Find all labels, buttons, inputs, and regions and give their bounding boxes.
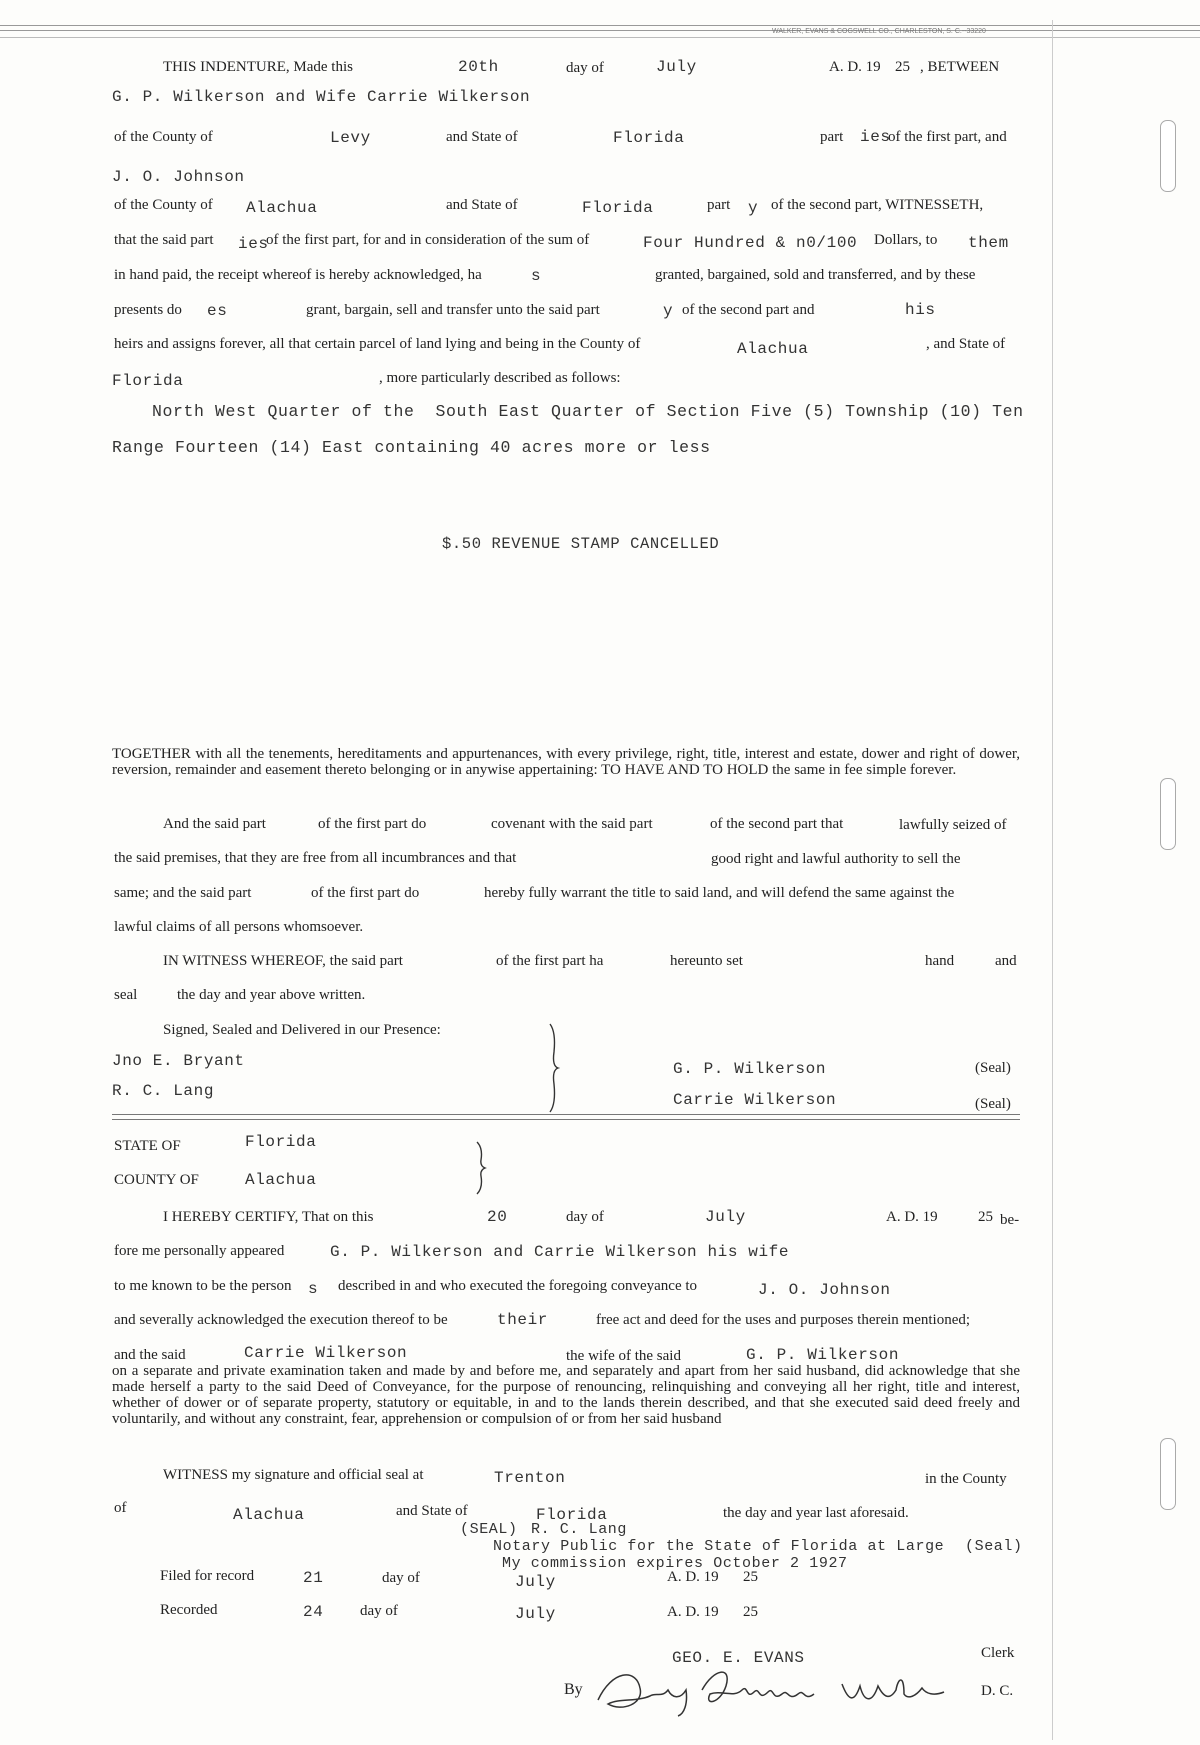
- text-premises: the said premises, that they are free from all incumbrances and that: [114, 850, 517, 866]
- part-suffix: y: [748, 199, 759, 217]
- ack-county: Alachua: [245, 1171, 317, 1189]
- label-part: part: [820, 129, 844, 145]
- label-filed: Filed for record: [160, 1568, 255, 1584]
- printer-credit: WALKER, EVANS & COGSWELL CO., CHARLESTON, S. C.--33220: [772, 28, 986, 35]
- revenue-stamp-note: $.50 REVENUE STAMP CANCELLED: [442, 535, 720, 553]
- ack-month: July: [705, 1208, 746, 1226]
- text-described: , more particularly described as follows:: [379, 370, 621, 386]
- seal-1: (Seal): [975, 1060, 1011, 1076]
- text-receipt: in hand paid, the receipt whereof is hereby acknowledged, ha: [114, 267, 482, 283]
- text-witness-signature: WITNESS my signature and official seal at: [163, 1467, 424, 1483]
- does-suffix: es: [207, 302, 228, 320]
- notary-name: R. C. Lang: [531, 1521, 628, 1538]
- text-executed: described in and who executed the foregoing conveyance to: [338, 1278, 698, 1294]
- label-day-of: day of: [566, 60, 604, 76]
- label-state: and State of: [446, 197, 518, 213]
- part-suffix: y: [663, 302, 674, 320]
- text-first-part: of the first part do: [311, 885, 420, 901]
- notary-county: Alachua: [233, 1506, 305, 1524]
- part-suffix: ies: [238, 235, 269, 253]
- label-dc: D. C.: [981, 1683, 1014, 1699]
- text-warrant: hereby fully warrant the title to said land, and will defend the same against the: [484, 885, 955, 901]
- label-ad: A. D. 19: [829, 59, 881, 75]
- label-dollars: Dollars, to: [874, 232, 938, 248]
- filed-day: 21: [303, 1569, 324, 1587]
- right-margin-line: [1052, 20, 1053, 1740]
- binder-hole: [1160, 778, 1176, 850]
- text-free-act: free act and deed for the uses and purposes therein mentioned;: [596, 1312, 971, 1328]
- text-hereunto: hereunto set: [670, 953, 743, 969]
- text-covenant-2: of the first part do: [318, 816, 427, 832]
- label-day-of: day of: [382, 1570, 420, 1586]
- text-and: and: [995, 953, 1017, 969]
- label-recorded: Recorded: [160, 1602, 218, 1618]
- witness-1: Jno E. Bryant: [112, 1052, 245, 1070]
- filed-year: 25: [743, 1569, 758, 1585]
- ack-year: 25: [978, 1209, 993, 1225]
- label-day-of: day of: [566, 1209, 604, 1225]
- consideration-amount: Four Hundred & n0/100: [643, 234, 858, 252]
- ack-day: 20: [487, 1208, 508, 1226]
- text-hand: hand: [925, 953, 955, 969]
- label-witnesseth: of the second part, WITNESSETH,: [771, 197, 984, 213]
- text-covenant-1: And the said part: [163, 816, 266, 832]
- indenture-year: 25: [895, 59, 910, 75]
- indenture-day: 20th: [458, 58, 499, 76]
- text-last-aforesaid: the day and year last aforesaid.: [723, 1505, 909, 1521]
- top-rule: [0, 25, 1200, 26]
- text-first-part-ha: of the first part ha: [496, 953, 604, 969]
- notary-commission: My commission expires October 2 1927: [502, 1555, 848, 1572]
- their: their: [497, 1311, 549, 1329]
- text-acknowledged: and severally acknowledged the execution thereof to be: [114, 1312, 448, 1328]
- label-clerk: Clerk: [981, 1645, 1015, 1661]
- husband-name: G. P. Wilkerson: [746, 1346, 900, 1364]
- seal-2: (Seal): [975, 1096, 1011, 1112]
- signer-1: G. P. Wilkerson: [673, 1060, 827, 1078]
- text-grant-bargain: grant, bargain, sell and transfer unto the said part: [306, 302, 600, 318]
- label-by: By: [564, 1681, 583, 1698]
- has-suffix: s: [531, 267, 542, 285]
- text-in-witness: IN WITNESS WHEREOF, the said part: [163, 953, 403, 969]
- signed-sealed-delivered: Signed, Sealed and Delivered in our Presence:: [163, 1022, 441, 1038]
- top-rule: [0, 30, 1200, 31]
- section-rule: [112, 1119, 1020, 1120]
- notary-seal-2: (Seal): [965, 1538, 1023, 1555]
- label-state-of: , and State of: [926, 336, 1006, 352]
- binder-hole: [1160, 120, 1176, 192]
- text-covenant-5: lawfully seized of: [899, 817, 1007, 833]
- label-ad: A. D. 19: [667, 1604, 719, 1620]
- label-day-of: day of: [360, 1603, 398, 1619]
- notary-place: Trenton: [494, 1469, 566, 1487]
- clerk-name: GEO. E. EVANS: [672, 1649, 805, 1667]
- text-said-part: that the said part: [114, 232, 214, 248]
- text-day-year: the day and year above written.: [177, 987, 366, 1003]
- label-ad: A. D. 19: [667, 1569, 719, 1585]
- habendum-clause: TOGETHER with all the tenements, hereditaments and appurtenances, with every privilege, right, title, interest and estate, dower and right of dower, reversion, remainder and easement thereto belonging or in anywise appertaining: TO HAVE AND TO HOLD the same in fee simple forever.: [112, 746, 1020, 778]
- text-of: of: [114, 1500, 127, 1516]
- section-rule: [112, 1114, 1020, 1115]
- recorded-year: 25: [743, 1604, 758, 1620]
- label-county-of: COUNTY OF: [114, 1172, 199, 1188]
- label-state-of: STATE OF: [114, 1138, 181, 1154]
- notary-title: Notary Public for the State of Florida at Large: [493, 1538, 945, 1555]
- text-heirs: heirs and assigns forever, all that certain parcel of land lying and being in the County of: [114, 336, 641, 352]
- text-second-part: of the second part and: [682, 302, 815, 318]
- label-first-part: of the first part, and: [888, 129, 1007, 145]
- grantor-state: Florida: [613, 129, 685, 147]
- text-lawful-claims: lawful claims of all persons whomsoever.: [114, 919, 364, 935]
- label-state: and State of: [446, 129, 518, 145]
- filed-month: July: [515, 1573, 556, 1591]
- text-covenant-3: covenant with the said part: [491, 816, 653, 832]
- text-consideration: of the first part, for and in consideration of the sum of: [266, 232, 590, 248]
- text-be: be-: [1000, 1212, 1020, 1228]
- text-granted: granted, bargained, sold and transferred, and by these: [655, 267, 976, 283]
- wife-name: Carrie Wilkerson: [244, 1344, 408, 1362]
- text-certify: I HEREBY CERTIFY, That on this: [163, 1209, 374, 1225]
- recorded-month: July: [515, 1605, 556, 1623]
- indenture-intro: THIS INDENTURE, Made this: [163, 59, 353, 75]
- signer-2: Carrie Wilkerson: [673, 1091, 837, 1109]
- deputy-clerk-signature-icon: [592, 1660, 962, 1720]
- brace: [474, 1140, 488, 1196]
- private-examination: on a separate and private examination taken and made by and before me, and separately and apart from her said husband, did acknowledge that she made herself a party to the said Deed of Conveyance, for the purpose of renouncing, relinquishing and conveying all her right, title and interest, whether of dower or of separate property, statutory or equitable, in and to the lands therein described, and that she executed said deed freely and voluntarily, and without any constraint, fear, apprehension or compulsion of or from her said husband: [112, 1363, 1020, 1427]
- text-authority: good right and lawful authority to sell the: [711, 851, 961, 867]
- ack-state: Florida: [245, 1133, 317, 1151]
- land-county: Alachua: [737, 340, 809, 358]
- appeared-names: G. P. Wilkerson and Carrie Wilkerson his wife: [330, 1243, 790, 1261]
- part-suffix: ies: [860, 128, 891, 146]
- grantee-name: J. O. Johnson: [112, 168, 245, 186]
- grantee-county: Alachua: [246, 199, 318, 217]
- grantor-county: Levy: [330, 129, 371, 147]
- text-same: same; and the said part: [114, 885, 252, 901]
- land-description-line2: Range Fourteen (14) East containing 40 acres more or less: [112, 438, 711, 457]
- text-and-said: and the said: [114, 1347, 186, 1363]
- text-seal: seal: [114, 987, 138, 1003]
- recorded-day: 24: [303, 1603, 324, 1621]
- conveyed-to: J. O. Johnson: [758, 1281, 891, 1299]
- binder-hole: [1160, 1438, 1176, 1510]
- top-rule: [0, 37, 1200, 38]
- person-suffix: s: [308, 1280, 319, 1298]
- text-covenant-4: of the second part that: [710, 816, 844, 832]
- text-presents: presents do: [114, 302, 182, 318]
- indenture-month: July: [656, 58, 697, 76]
- brace: [546, 1022, 562, 1114]
- label-county: of the County of: [114, 129, 213, 145]
- grantor-names: G. P. Wilkerson and Wife Carrie Wilkerson: [112, 88, 531, 106]
- text-known: to me known to be the person: [114, 1278, 292, 1294]
- label-ad: A. D. 19: [886, 1209, 938, 1225]
- grantee-pronoun: his: [905, 301, 936, 319]
- text-wife-of: the wife of the said: [566, 1348, 681, 1364]
- text-appeared: fore me personally appeared: [114, 1243, 285, 1259]
- label-between: , BETWEEN: [920, 59, 1000, 75]
- text-in-the-county: in the County: [925, 1471, 1007, 1487]
- notary-seal-mark: (SEAL): [460, 1521, 518, 1538]
- notary-state: Florida: [536, 1506, 608, 1524]
- label-county: of the County of: [114, 197, 213, 213]
- paid-to: them: [968, 234, 1009, 252]
- label-part: part: [707, 197, 731, 213]
- witness-2: R. C. Lang: [112, 1082, 215, 1100]
- text-and-state-of: and State of: [396, 1503, 468, 1519]
- land-description-line1: North West Quarter of the South East Quarter of Section Five (5) Township (10) Ten: [152, 402, 1024, 421]
- land-state: Florida: [112, 372, 184, 390]
- grantee-state: Florida: [582, 199, 654, 217]
